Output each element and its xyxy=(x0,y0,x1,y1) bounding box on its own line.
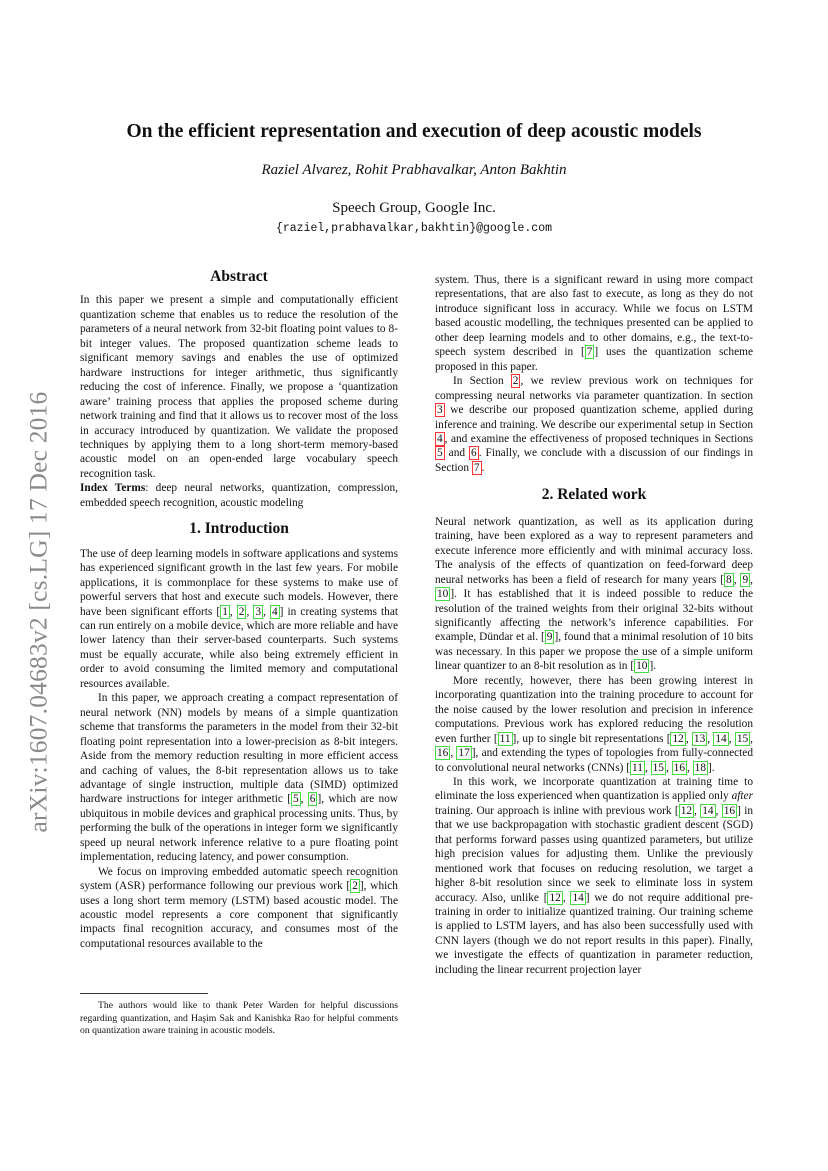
section-link[interactable]: 5 xyxy=(437,447,443,460)
citation-link[interactable]: 7 xyxy=(586,346,593,359)
section-link[interactable]: 4 xyxy=(437,432,443,445)
citation-link[interactable]: 17 xyxy=(458,747,470,760)
citation-link[interactable]: 14 xyxy=(572,891,584,904)
paper-title: On the efficient representation and execution of deep acoustic models xyxy=(126,121,702,142)
citation-link[interactable]: 16 xyxy=(437,747,449,760)
citation-link[interactable]: 9 xyxy=(742,573,749,586)
citation-link[interactable]: 13 xyxy=(693,732,706,745)
abstract-text: In this paper we present a simple and computationally efficient quantization scheme that enables us to reduce the resolution of the parameters of a neural network from 32-bit floating point values to 8-bit integer values. The proposed quantization scheme leads to significant memory savings and enables the use of optimized hardware instructions for integer arithmetic, thus significantly reducing the cost of inference. Finally, we propose a ‘quantization aware’ training process that applies the proposed scheme during network training and find that it allows us to recover most of the loss in accuracy introduced by quantization. We validate the proposed techniques by applying them to a long short-term memory-based acoustic model on an open-ended large vocabulary speech recognition task. xyxy=(80,294,398,480)
section-link[interactable]: 2 xyxy=(512,375,519,388)
citation-link[interactable]: 3 xyxy=(255,605,262,618)
citation-link[interactable]: 10 xyxy=(636,660,648,673)
citation-link[interactable]: 10 xyxy=(437,588,449,601)
citation-link[interactable]: 15 xyxy=(736,732,749,745)
email: {raziel,prabhavalkar,bakhtin}@google.com xyxy=(275,222,553,235)
citation-link[interactable]: 15 xyxy=(652,761,664,774)
citation-link[interactable]: 1 xyxy=(222,605,228,618)
footnote-rule xyxy=(80,993,208,994)
intro-paragraph-1: The use of deep learning models in software applications and systems has experienced significant growth in the last few years. For mobile applications, it is commonplace for these systems to make use of powerful servers that host and execute such models. However, there have been significant efforts [ 1 , 2 , 3 , 4 ] in creating systems that can run entirely on a mobile device, which are more reliable and have lower latency than their server-based counterparts. Such systems must be equally accurate, while also being extremely efficient in order to avoid consuming the limited memory and computational resources available. xyxy=(80,547,399,690)
section-link[interactable]: 3 xyxy=(437,404,443,417)
citation-link[interactable]: 11 xyxy=(632,761,643,774)
citation-link[interactable]: 18 xyxy=(694,761,706,774)
index-terms: Index Terms: deep neural networks, quantization, compression, embedded speech recognition, acoustic modeling xyxy=(80,482,399,509)
citation-link[interactable]: 16 xyxy=(723,804,736,817)
related-paragraph-1: Neural network quantization, as well as its application during training, have been explored as a way to represent parameters and execute inference more efficiently and with minimal accuracy loss. The analysis of the effects of quantization on feed-forward deep neural networks has been a field of research for many years [ 8 , 9 , 10 ]. It has established that it is indeed possible to reduce the resolution of the trained weights from their original 32-bits without significantly affecting the network’s inference capabilities. For example, Dündar et al. [ 9 ], found that a minimal resolution of 10 bits was necessary. In this paper we propose the use of a simple uniform linear quantizer to an 8-bit resolution as in [ 10 ]. xyxy=(435,515,753,673)
abstract-heading: Abstract xyxy=(210,268,268,285)
intro-heading: 1. Introduction xyxy=(189,520,289,538)
arxiv-id: arXiv:1607.04683v2 [cs.LG] 17 Dec 2016 xyxy=(23,391,53,833)
intro-paragraph-5: In Section 2 , we review previous work on techniques for compressing neural networks via parameter quantization. In section 3 we describe our proposed quantization scheme, applied during inference and training. We describe our experimental setup in Section 4 , and examine the effectiveness of proposed techniques in Sections 5 and 6 . Finally, we conclude with a discussion of our findings in Section 7 . xyxy=(435,375,753,474)
citation-link[interactable]: 2 xyxy=(238,605,245,618)
arxiv-stamp xyxy=(18,352,58,872)
citation-link[interactable]: 16 xyxy=(673,761,685,774)
intro-paragraph-2: In this paper, we approach creating a compact representation of neural network (NN) models by means of a simple quantization scheme that transforms the parameters in the model from their 32-bit floating point representation into a lower-precision as 8-bit integers. Aside from the memory reduction resulting in more efficient access and caching of values, the 8-bit representation allows us to take advantage of single instruction, multiple data (SIMD) optimized hardware instructions for integer arithmetic [ 5 , 6 ], which are now ubiquitous in mobile devices and graphical processing units. Thus, by performing the bulk of the operations in integer form we significantly speed up neural network inference relative to a pure floating point implementation, reducing latency, and power consumption. xyxy=(80,692,398,864)
section-link[interactable]: 7 xyxy=(473,461,480,474)
right-column xyxy=(435,273,753,977)
citation-link[interactable]: 11 xyxy=(499,732,511,745)
related-paragraph-2: More recently, however, there has been growing interest in incorporating quantization into the training procedure to account for the noise caused by the lower resolution and precision in inference computations. Previous work has explored reducing the resolution even further [ 11 ], up to single bit representations [ 12 , 13 , 14 , 15 , 16 , 17 ], and extending the types of topologies from fully-connected to convolutional neural networks (CNNs) [ 11 , 15 , 16 , 18 ]. xyxy=(435,674,754,774)
intro-paragraph-4: system. Thus, there is a significant reward in using more compact representations, that are also fast to execute, as long as they do not introduce significant loss in accuracy. While we focus on LSTM based acoustic modelling, the techniques presented can be applied to other deep learning models and to other domains, e.g., the text-to-speech system described in [ 7 ] uses the quantization scheme proposed in this paper. xyxy=(435,274,753,373)
intro-paragraph-3: We focus on improving embedded automatic speech recognition system (ASR) performance following our previous work [ 2 ], which uses a long short term memory (LSTM) based acoustic model. The acoustic model represents a core component that significantly impacts final recognition accuracy, and consumes most of the computational resources available to the xyxy=(80,865,398,950)
related-work-heading: 2. Related work xyxy=(541,486,647,504)
citation-link[interactable]: 9 xyxy=(546,631,553,644)
citation-link[interactable]: 6 xyxy=(309,793,316,806)
authors: Raziel Alvarez, Rohit Prabhavalkar, Anton Bakhtin xyxy=(261,162,567,178)
left-column xyxy=(80,270,398,951)
citation-link[interactable]: 4 xyxy=(271,605,278,618)
related-paragraph-3: In this work, we incorporate quantization at training time to eliminate the loss experienced when quantization is applied only after training. Our approach is inline with previous work [ 12 , 14 , 16 ] in that we use backpropagation with stochastic gradient descent (SGD) that performs forward passes using quantized parameters, but utilize high precision values for adjusting them. Unlike the previously mentioned work that focuses on reducing resolution, we target a higher 8-bit resolution since we seek to eliminate loss in system accuracy. Also, unlike [ 12 , 14 ] we do not require additional pre-training in order to initialize quantized training. Our training scheme is applied to LSTM layers, and has also been successfully used with CNN layers (though we do not report results in this paper). Finally, we investigate the effects of quantization in parameter reduction, including the linear recurrent projection layer xyxy=(435,775,754,976)
affiliation: Speech Group, Google Inc. xyxy=(332,200,496,216)
citation-link[interactable]: 14 xyxy=(702,804,714,817)
citation-link[interactable]: 12 xyxy=(549,891,561,904)
index-terms-label: Index Terms xyxy=(80,482,146,495)
footnote: The authors would like to thank Peter Warden for helpful discussions regarding quantization, and Haşim Sak and Kanishka Rao for helpful comments on quantization aware training in acoustic models. xyxy=(80,1000,398,1036)
section-link[interactable]: 6 xyxy=(471,447,477,460)
citation-link[interactable]: 5 xyxy=(293,793,299,806)
citation-link[interactable]: 2 xyxy=(352,880,358,893)
citation-link[interactable]: 8 xyxy=(726,573,732,586)
citation-link[interactable]: 12 xyxy=(672,732,684,745)
citation-link[interactable]: 12 xyxy=(680,804,693,817)
citation-link[interactable]: 14 xyxy=(715,732,727,745)
